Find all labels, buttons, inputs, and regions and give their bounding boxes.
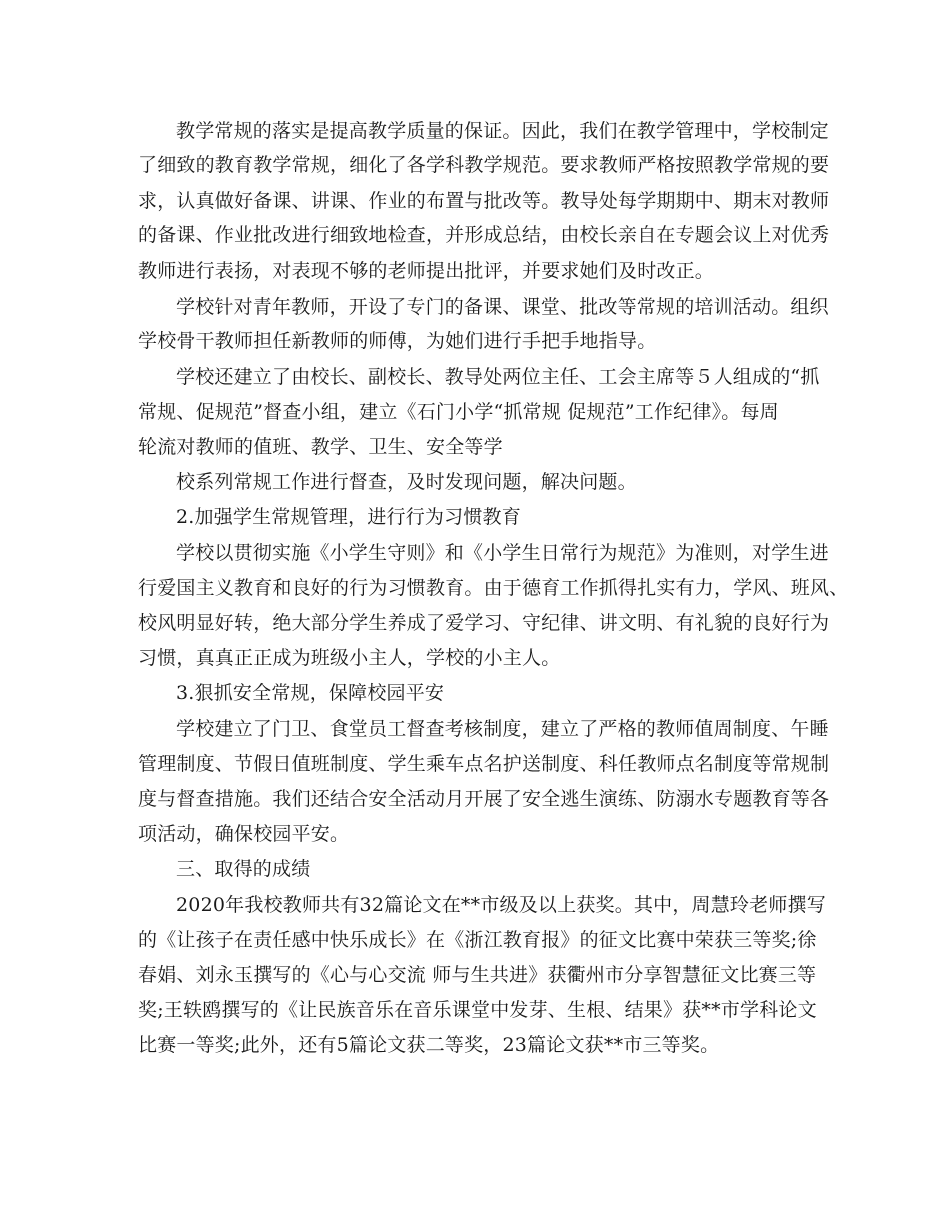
text-line: 教师进行表扬，对表现不够的老师提出批评，并要求她们及时改正。 [138, 260, 715, 282]
text-line: 学校还建立了由校长、副校长、教导处两位主任、工会主席等５人组成的“抓 [176, 366, 820, 388]
text-line: 比赛一等奖;此外，还有5篇论文获二等奖，23篇论文获**市三等奖。 [138, 1034, 720, 1056]
text-line: 了细致的教育教学常规，细化了各学科教学规范。要求教师严格按照教学常规的要 [138, 154, 830, 176]
text-line: 学校针对青年教师，开设了专门的备课、课堂、批改等常规的培训活动。组织 [176, 296, 829, 318]
text-line: 教学常规的落实是提高教学质量的保证。因此，我们在教学管理中，学校制定 [176, 120, 829, 142]
text-line: 校风明显好转，绝大部分学生养成了爱学习、守纪律、讲文明、有礼貌的良好行为 [138, 612, 830, 634]
text-line: 的《让孩子在责任感中快乐成长》在《浙江教育报》的征文比赛中荣获三等奖;徐 [138, 929, 817, 951]
text-line: 的备课、作业批改进行细致地检查，并形成总结，由校长亲自在专题会议上对优秀 [138, 224, 830, 246]
section-heading: 三、取得的成绩 [176, 858, 311, 880]
text-line: 行爱国主义教育和良好的行为习惯教育。由于德育工作抓得扎实有力，学风、班风、 [138, 577, 849, 599]
text-line: 学校以贯彻实施《小学生守则》和《小学生日常行为规范》为准则，对学生进 [176, 542, 829, 564]
text-line: 轮流对教师的值班、教学、卫生、安全等学 [138, 436, 503, 458]
text-line: 度与督查措施。我们还结合安全活动月开展了安全逃生演练、防溺水专题教育等各 [138, 788, 830, 810]
text-line: 管理制度、节假日值班制度、学生乘车点名护送制度、科任教师点名制度等常规制 [138, 753, 830, 775]
text-line: 春娟、刘永玉撰写的《心与心交流 师与生共进》获衢州市分享智慧征文比赛三等 [138, 964, 817, 986]
text-line: 常规、促规范”督查小组，建立《石门小学“抓常规 促规范”工作纪律》。每周 [138, 401, 779, 423]
text-line: 奖;王轶鸥撰写的《让民族音乐在音乐课堂中发芽、生根、结果》获**市学科论文 [138, 999, 817, 1021]
text-line: 习惯，真真正正成为班级小主人，学校的小主人。 [138, 647, 561, 669]
text-line: 求，认真做好备课、讲课、作业的布置与批改等。教导处每学期期中、期末对教师 [138, 190, 830, 212]
text-line: 学校骨干教师担任新教师的师傅，为她们进行手把手地指导。 [138, 330, 657, 352]
text-line: 项活动，确保校园平安。 [138, 823, 350, 845]
section-heading: 3.狠抓安全常规，保障校园平安 [176, 682, 445, 704]
text-line: 2020年我校教师共有32篇论文在**市级及以上获奖。其中，周慧玲老师撰写 [176, 894, 826, 916]
text-line: 校系列常规工作进行督查，及时发现问题，解决问题。 [176, 471, 637, 493]
text-line: 学校建立了门卫、食堂员工督查考核制度，建立了严格的教师值周制度、午睡 [176, 718, 829, 740]
section-heading: 2.加强学生常规管理，进行行为习惯教育 [176, 506, 521, 528]
